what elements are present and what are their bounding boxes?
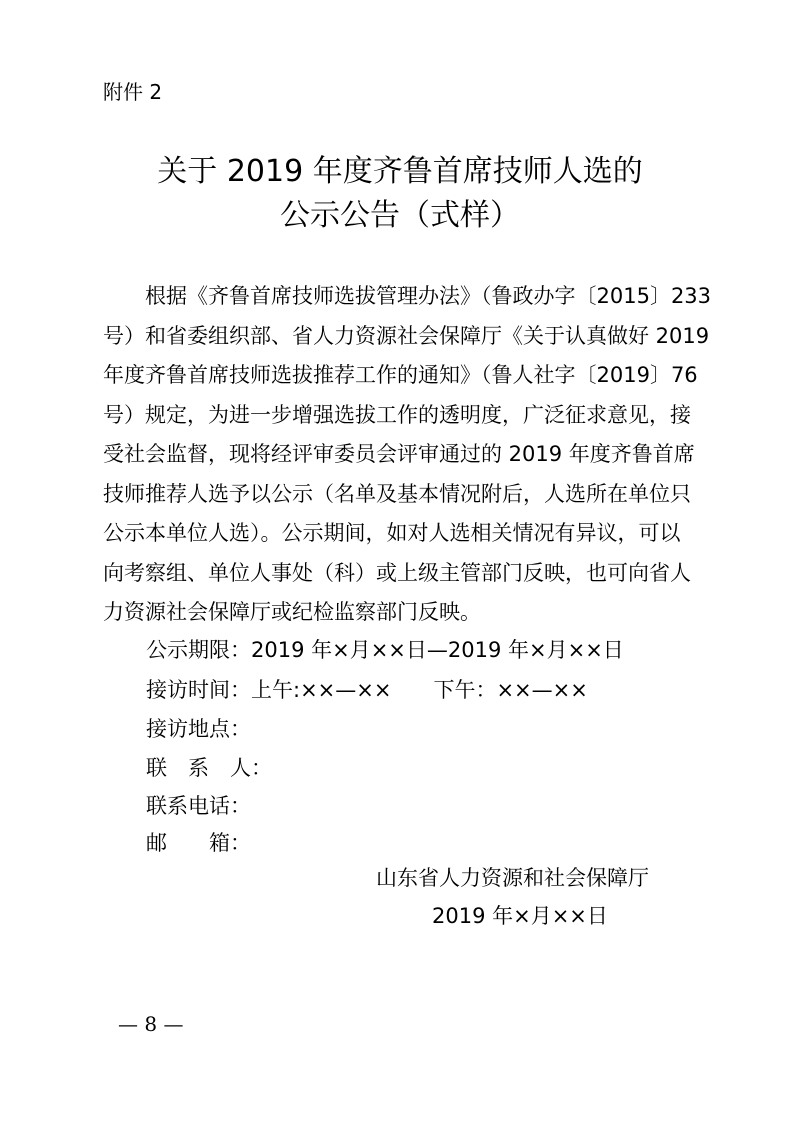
body-paragraph-line: 向考察组、单位人事处（科）或上级主管部门反映，也可向省人: [103, 561, 691, 585]
body-paragraph-line: 公示本单位人选）。公示期间，如对人选相关情况有异议，可以: [103, 521, 681, 545]
body-paragraph-line: 年度齐鲁首席技师选拔推荐工作的通知》（鲁人社字〔2019〕76: [103, 363, 698, 387]
publicity-period: 公示期限：2019 年×月××日—2019 年×月××日: [146, 638, 624, 662]
reception-time: 接访时间：上午:××—×× 下午：××—××: [146, 678, 588, 702]
page-number: — 8 —: [118, 1012, 184, 1036]
document-title-line-1: 关于 2019 年度齐鲁首席技师人选的: [157, 154, 643, 189]
signature-organization: 山东省人力资源和社会保障厅: [376, 866, 649, 890]
body-paragraph-line: 受社会监督，现将经评审委员会评审通过的 2019 年度齐鲁首席: [103, 442, 695, 466]
body-paragraph-line: 号）规定，为进一步增强选拔工作的透明度，广泛征求意见，接: [103, 403, 691, 427]
signature-date: 2019 年×月××日: [432, 904, 608, 928]
reception-place: 接访地点：: [146, 717, 251, 741]
attachment-label: 附件 2: [103, 80, 163, 104]
body-paragraph-line: 技师推荐人选予以公示（名单及基本情况附后，人选所在单位只: [103, 482, 691, 506]
body-paragraph-line: 根据《齐鲁首席技师选拔管理办法》（鲁政办字〔2015〕233: [103, 284, 712, 308]
document-title-line-2: 公示公告（式样）: [280, 198, 520, 233]
contact-phone: 联系电话：: [146, 794, 251, 818]
body-paragraph-line: 号）和省委组织部、省人力资源社会保障厅《关于认真做好 2019: [103, 324, 710, 348]
body-paragraph-line: 力资源社会保障厅或纪检监察部门反映。: [103, 600, 481, 624]
contact-person: 联 系 人：: [146, 756, 272, 780]
email-field-label: 邮 箱：: [146, 831, 251, 855]
